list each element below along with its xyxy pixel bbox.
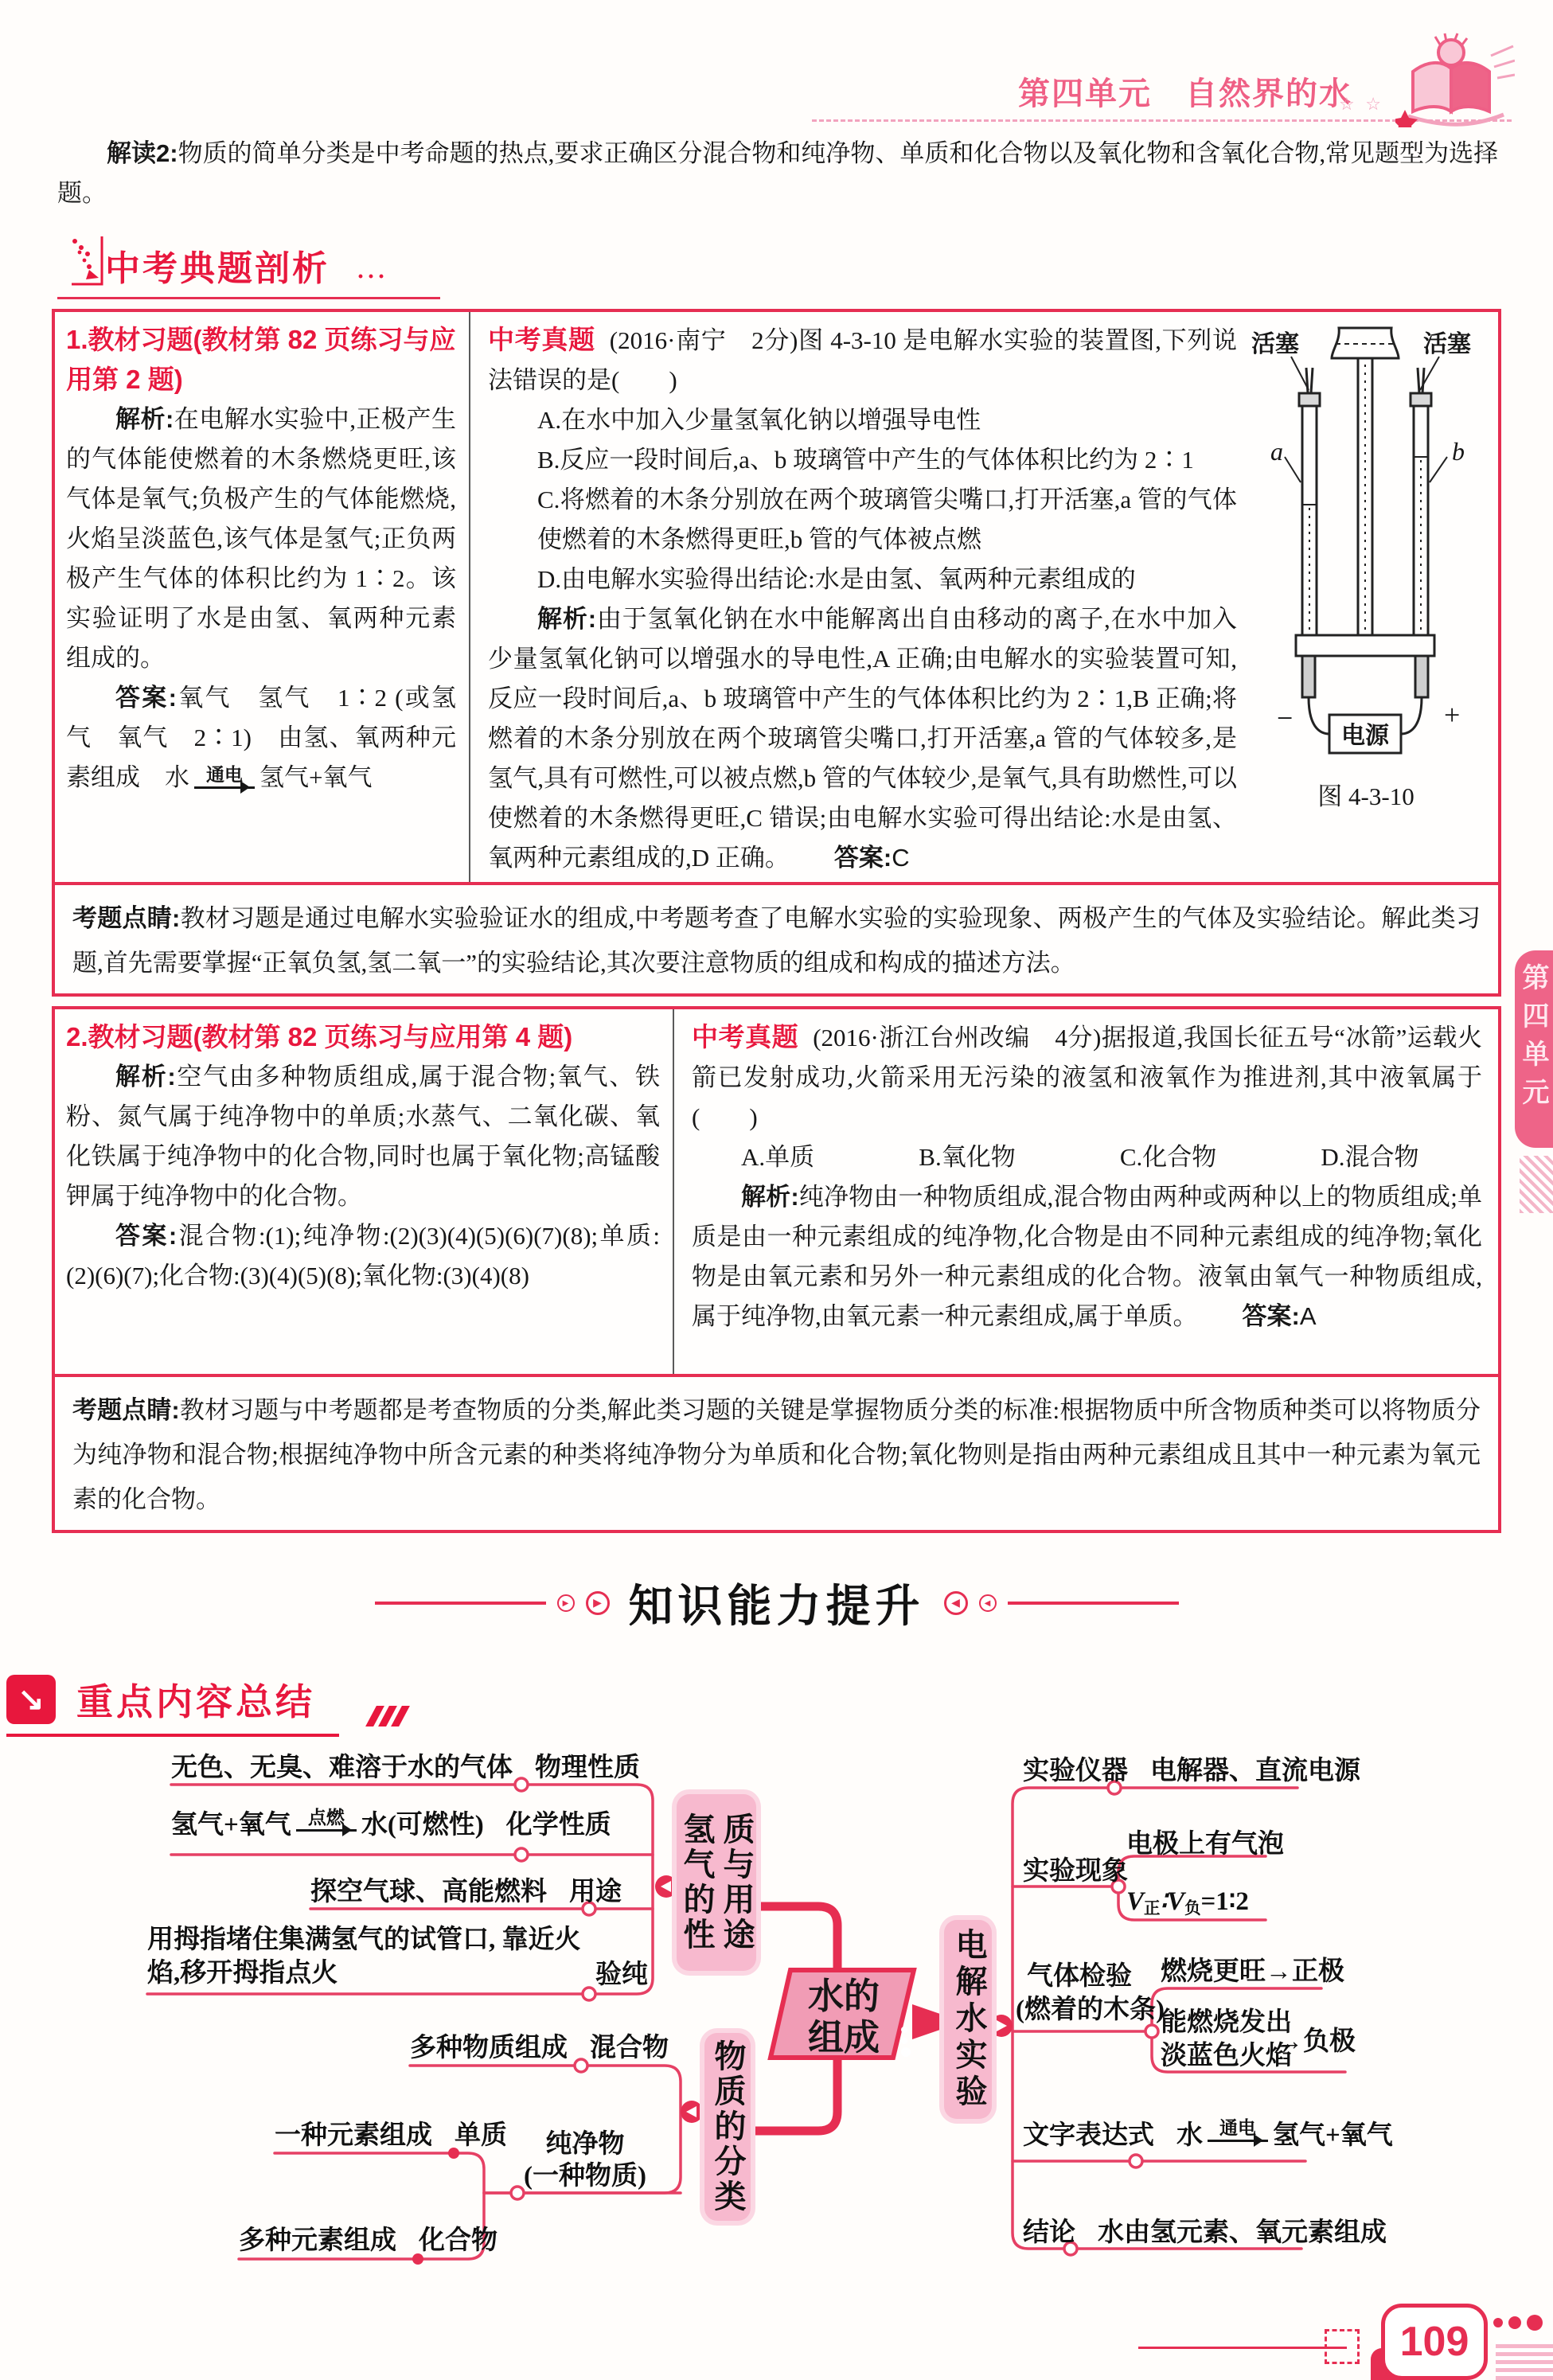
knowledge-banner	[0, 1570, 1553, 1637]
leaf-pure-substance: 纯净物 (一种物质)	[524, 2130, 646, 2191]
box2-option-d: D.混合物	[1321, 1143, 1419, 1171]
banner-line-right	[1008, 1602, 1179, 1605]
leaf-compound: 多种元素组成 化合物	[239, 2226, 498, 2255]
leaf-uses: 探空气球、高能燃料 用途	[310, 1878, 622, 1906]
box2-left-answer: 答案:混合物:(1);纯净物:(2)(3)(4)(5)(6)(7)(8);单质:(2)(6)(7);化合物:(3)(4)(5)(8);氧化物:(3)(4)(8)	[66, 1222, 660, 1289]
intro-lead: 解读2:	[107, 139, 178, 167]
box2-exam-question	[674, 1009, 1498, 1374]
side-hatch-decoration	[1520, 1156, 1553, 1213]
electric-current-arrow: 通电	[1208, 2119, 1268, 2147]
box1-option-c: C.将燃着的木条分别放在两个玻璃管尖嘴口,打开活塞,a 管的气体使燃着的木条燃得更旺,b 管的气体被点燃	[537, 486, 1237, 553]
mind-map	[0, 1737, 1553, 2380]
leaf-chemical-properties: 氢气+氧气 点燃 水(可燃性) 化学性质	[171, 1808, 611, 1840]
piston-label-right: 活塞	[1423, 331, 1471, 357]
tick-decoration	[371, 1706, 404, 1726]
box2-option-c: C.化合物	[1119, 1143, 1217, 1171]
box1-option-b: B.反应一段时间后,a、b 玻璃管中产生的气体体积比约为 2∶1	[537, 446, 1194, 474]
play-back-icon: ◀	[944, 1591, 968, 1615]
leaf-conclusion: 结论 水由氢元素、氧元素组成	[1023, 2218, 1387, 2247]
box2-exercise-title: 2.教材习题(教材第 82 页练习与应用第 4 题)	[66, 1022, 573, 1051]
box2-option-a: A.单质	[741, 1143, 815, 1171]
box2-tip: 考题点睛:教材习题与中考题都是考查物质的分类,解此类习题的关键是掌握物质分类的标准:根据物质中所含物质种类可以将物质分为纯净物和混合物;根据纯净物中所含元素的种类将纯净物分为单质和化合物;氧化物则是指由两种元素组成且其中一种元素为氧元素的化合物。	[55, 1374, 1498, 1530]
arrow-square-icon: ↘	[6, 1675, 56, 1724]
leaf-purity-test-key: 验纯	[595, 1961, 648, 1989]
play-back-icon: ◀	[979, 1594, 997, 1612]
leaf-gas-test-1: 气体检验	[1027, 1962, 1132, 1991]
box1-left-answer: 答案:氧气 氢气 1∶2 (或氢气 氧气 2∶1) 由氢、氧两种元素组成 水 通电 氢气+氧气	[66, 678, 456, 798]
ignite-arrow: 点燃	[296, 1808, 357, 1836]
play-icon: ▶	[557, 1594, 575, 1612]
center-node-water-composition: 水的 组成	[807, 1976, 880, 2058]
section-exam-analysis-header	[57, 232, 1553, 299]
dashed-square-decoration	[1325, 2329, 1360, 2364]
arrow-dots-icon	[68, 233, 105, 291]
box2-options-row	[692, 1137, 1419, 1177]
exam-tag: 中考真题	[692, 1022, 799, 1051]
box2-answer: A	[1299, 1302, 1317, 1330]
star-decoration: ☆ ☆	[1339, 94, 1384, 114]
leaf-gas-test-2: (燃着的木条)	[1016, 1996, 1165, 2024]
box1-textbook-exercise	[55, 312, 470, 882]
leaf-phenomena: 实验现象	[1023, 1857, 1128, 1886]
node-electrolysis-experiment: 电解水实验	[944, 1920, 992, 2119]
banner-line-left	[375, 1602, 546, 1605]
node-hydrogen-properties: 氢气的性质与用途	[677, 1794, 756, 1971]
leaf-mixture: 多种物质组成 混合物	[410, 2034, 669, 2062]
page-number-badge: 109	[1381, 2304, 1488, 2380]
leaf-physical-properties: 无色、无臭、难溶于水的气体 物理性质	[171, 1754, 640, 1782]
box2-left-analysis: 解析:空气由多种物质组成,属于混合物;氧气、铁粉、氮气属于纯净物中的单质;水蒸气、二氧化碳、氧化铁属于纯净物中的化合物,同时也属于氧化物;高锰酸钾属于纯净物中的化合物。	[66, 1063, 660, 1210]
box1-option-a: A.在水中加入少量氢氧化钠以增强导电性	[537, 406, 981, 434]
plus-terminal: +	[1444, 699, 1461, 731]
tube-b-label: b	[1452, 437, 1465, 466]
leaf-negative-electrode-key: →负极	[1277, 2027, 1356, 2056]
leaf-word-equation: 文字表达式 水 通电 氢气+氧气	[1023, 2118, 1393, 2150]
dots-decoration	[1493, 2315, 1543, 2331]
play-icon: ▶	[586, 1591, 610, 1615]
question-box-2	[52, 1006, 1501, 1533]
box1-question: 中考真题 (2016·南宁 2分)图 4-3-10 是电解水实验的装置图,下列说法错误的是( )	[488, 325, 1237, 394]
leaf-bubbles: 电极上有气泡	[1126, 1830, 1284, 1859]
leaf-negative-electrode-desc: 能燃烧发出淡蓝色火焰	[1161, 2008, 1292, 2070]
box2-answer-label: 答案:	[1242, 1302, 1300, 1330]
leaf-apparatus: 实验仪器 电解器、直流电源	[1023, 1757, 1360, 1785]
box1-answer-label: 答案:	[833, 844, 892, 872]
footer-line	[1138, 2347, 1347, 2349]
box1-left-analysis: 解析:在电解水实验中,正极产生的气体能使燃着的木条燃烧更旺,该气体是氧气;负极产生的气体能燃烧,火焰呈淡蓝色,该气体是氢气;正负两极产生气体的体积比约为 1∶2。该实验证明了水是由氢、氧两种元素组成的。	[66, 405, 456, 672]
question-box-1	[52, 309, 1501, 997]
box1-answer: C	[892, 844, 910, 872]
box1-tip: 考题点睛:教材习题是通过电解水实验验证水的组成,中考题考查了电解水实验的实验现象、两极产生的气体及实验结论。解此类习题,首先需要掌握“正氧负氢,氢二氧一”的实验结论,其次要注意物质的组成和构成的描述方法。	[55, 882, 1498, 993]
box2-question: 中考真题 (2016·浙江台州改编 4分)据报道,我国长征五号“冰箭”运载火箭已发射成功,火箭采用无污染的液氢和液氧作为推进剂,其中液氧属于( )	[692, 1022, 1482, 1131]
section-title: 中考典题剖析	[105, 249, 330, 288]
piston-label-left: 活塞	[1251, 331, 1299, 357]
box1-right-analysis: 解析:由于氢氧化钠在水中能解离出自由移动的离子,在水中加入少量氢氧化钠可以增强水的导电性,A 正确;由电解水的实验装置可知,反应一段时间后,a、b 玻璃管中产生的气体体积比约为 2∶1,B 正确;将燃着的木条分别放在两个玻璃管尖嘴口,打开活塞,a 管的气体较多,是氢气,具有可燃性,可以被点燃,b 管的气体较少,是氧气,具有助燃性,可以使燃着的木条燃得更旺,C 错误;由电解水实验可得出结论:水是由氢、氧两种元素组成的,D 正确。 答案:C	[488, 605, 1238, 872]
leaf-positive-electrode: 燃烧更旺→正极	[1161, 1957, 1344, 1986]
tube-a-label: a	[1270, 437, 1283, 466]
leaf-element: 一种元素组成 单质	[275, 2121, 507, 2150]
summary-title: 重点内容总结	[76, 1681, 315, 1723]
box1-exercise-title: 1.教材习题(教材第 82 页练习与应用第 2 题)	[66, 325, 456, 394]
intro-text: 物质的简单分类是中考命题的热点,要求正确区分混合物和纯净物、单质和化合物以及氧化物和含氧化合物,常见题型为选择题。	[57, 139, 1499, 207]
leaf-purity-test-desc: 用拇指堵住集满氢气的试管口, 靠近火焰,移开拇指点火	[147, 1925, 581, 1988]
unit-side-tab: 第四单元	[1515, 950, 1553, 1148]
banner-title: 知识能力提升	[628, 1581, 925, 1631]
box2-textbook-exercise	[55, 1009, 674, 1374]
reaction-arrow: 通电	[194, 766, 255, 794]
dots-decoration: ···	[357, 263, 388, 290]
figure-caption: 图 4-3-10	[1317, 782, 1414, 810]
electrolysis-apparatus-diagram	[1250, 323, 1482, 769]
summary-section-header	[18, 1673, 1553, 1737]
node-substance-classification: 物质的分类	[704, 2033, 751, 2221]
mascot-reading-book-icon	[1395, 32, 1515, 127]
stripe-decoration	[1496, 2340, 1553, 2380]
electrolysis-figure	[1250, 323, 1482, 812]
box1-option-d: D.由电解水实验得出结论:水是由氢、氧两种元素组成的	[537, 565, 1136, 593]
unit-title: 第四单元 自然界的水	[1018, 76, 1352, 111]
exam-tag: 中考真题	[488, 325, 595, 354]
leaf-volume-ratio: $V_正∶V_负=1∶2$	[1126, 1887, 1249, 1918]
page-header	[0, 0, 1553, 129]
power-supply-label: 电源	[1341, 723, 1389, 749]
intro-paragraph	[57, 134, 1504, 213]
box1-exam-question	[470, 312, 1498, 882]
box2-option-b: B.氧化物	[919, 1143, 1016, 1171]
minus-terminal: −	[1277, 702, 1294, 734]
box2-right-analysis: 解析:纯净物由一种物质组成,混合物由两种或两种以上的物质组成;单质是由一种元素组成的纯净物,化合物是由不同种元素组成的纯净物;氧化物是由氧元素和另外一种元素组成的化合物。液氧由氧气一种物质组成,属于纯净物,由氧元素一种元素组成,属于单质。 答案:A	[692, 1183, 1482, 1330]
